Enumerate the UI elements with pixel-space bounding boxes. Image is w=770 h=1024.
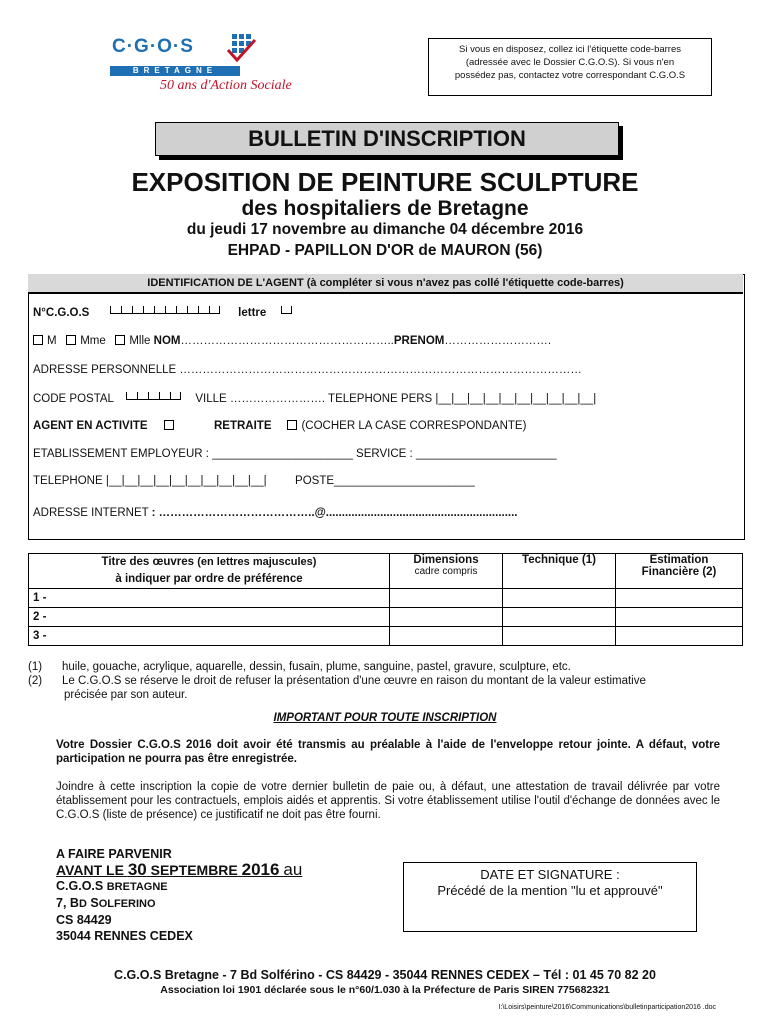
phone-row bbox=[33, 475, 475, 487]
send-deadline bbox=[56, 862, 302, 878]
address-field[interactable]: ADRESSE PERSONNELLE …………………………………………………………………………………………… bbox=[33, 364, 582, 376]
street-2: D bbox=[78, 898, 87, 910]
lettre-field[interactable] bbox=[281, 305, 292, 314]
identification-header: IDENTIFICATION DE L'AGENT (à compléter si vous n'avez pas collé l'étiquette code-barres) bbox=[28, 274, 743, 294]
work-tech-3[interactable] bbox=[503, 627, 616, 646]
employer-service-field[interactable]: ETABLISSEMENT EMPLOYEUR : ______________________ SERVICE : ______________________ bbox=[33, 448, 557, 460]
footer-contact: C.G.O.S Bretagne - 7 Bd Solférino - CS 84429 - 35044 RENNES CEDEX – Tél : 01 45 70 82 20 bbox=[114, 968, 656, 982]
lettre-label: lettre bbox=[238, 307, 267, 319]
table-row[interactable] bbox=[29, 608, 743, 627]
send-heading: A FAIRE PARVENIR bbox=[56, 847, 172, 861]
works-table bbox=[28, 553, 743, 646]
checkbox-retraite[interactable] bbox=[287, 420, 297, 430]
cgos-number-label: N°C.G.O.S bbox=[33, 307, 90, 319]
note-1-num: (1) bbox=[28, 661, 43, 673]
signature-title: DATE ET SIGNATURE : bbox=[480, 867, 620, 882]
prenom-field[interactable]: ………………………. bbox=[444, 335, 552, 347]
header-titre-line2: à indiquer par ordre de préférence bbox=[115, 573, 303, 585]
work-est-3[interactable] bbox=[616, 627, 743, 646]
status-row bbox=[33, 420, 526, 432]
internet-label: ADRESSE INTERNET bbox=[33, 507, 149, 519]
telephone-field[interactable]: TELEPHONE |__|__|__|__|__|__|__|__|__|__| bbox=[33, 475, 267, 487]
signature-mention: Précédé de la mention "lu et approuvé" bbox=[437, 883, 663, 898]
logo-check-icon bbox=[224, 32, 256, 64]
attachment-paragraph: Joindre à cette inscription la copie de votre dernier bulletin de paie ou, à défaut, une attestation de travail délivrée par votre établissement pour les contractuels, emplois aidés et apprentis. Si votre établissement utilise l'outil d'échange de données avec le C.G.O.S (liste de présence) ce justificatif ne doit pas être fourni. bbox=[56, 781, 720, 821]
header-dimensions-sub: cadre compris bbox=[414, 566, 478, 577]
deadline-year: 2016 bbox=[241, 860, 280, 879]
civ-mlle-label: Mlle bbox=[129, 335, 151, 347]
event-venue: EHPAD - PAPILLON D'OR de MAURON (56) bbox=[227, 242, 543, 259]
note-1-text: huile, gouache, acrylique, aquarelle, dessin, fusain, plume, sanguine, pastel, gravure, sculpture, etc. bbox=[62, 661, 571, 673]
org-region: BRETAGNE bbox=[106, 881, 168, 893]
header-dimensions bbox=[390, 554, 503, 589]
agent-activite-label: AGENT EN ACTIVITE bbox=[33, 420, 148, 432]
checkbox-m[interactable] bbox=[33, 335, 43, 345]
cocher-label: (COCHER LA CASE CORRESPONDANTE) bbox=[301, 420, 527, 432]
street-4: OLFERINO bbox=[98, 898, 156, 910]
checkbox-mlle[interactable] bbox=[115, 335, 125, 345]
deadline-day: 30 bbox=[127, 860, 147, 879]
internet-row bbox=[33, 507, 518, 519]
barcode-label-box[interactable] bbox=[428, 38, 712, 96]
street-3: S bbox=[90, 896, 99, 910]
header-estimation bbox=[616, 554, 743, 589]
logo-letters: C·G·O·S bbox=[112, 36, 194, 57]
deadline-au: au bbox=[283, 860, 303, 879]
street-1: 7, B bbox=[56, 896, 79, 910]
work-tech-1[interactable] bbox=[503, 589, 616, 608]
event-title: EXPOSITION DE PEINTURE SCULPTURE bbox=[131, 167, 639, 197]
dossier-paragraph: Votre Dossier C.G.O.S 2016 doit avoir été transmis au préalable à l'aide de l'enveloppe retour jointe. A défaut, votre participation ne pourra pas être enregistrée. bbox=[56, 739, 720, 765]
work-dim-1[interactable] bbox=[390, 589, 503, 608]
form-title: BULLETIN D'INSCRIPTION bbox=[155, 122, 619, 156]
send-address-block bbox=[56, 846, 302, 944]
checkbox-agent-activite[interactable] bbox=[164, 420, 174, 430]
nom-label: NOM bbox=[153, 335, 181, 347]
send-cs: CS 84429 bbox=[56, 913, 112, 927]
note-2-text-cont: précisée par son auteur. bbox=[64, 689, 188, 701]
footnotes bbox=[28, 660, 738, 702]
file-path: I:\Loisirs\peinture\2016\Communications\bulletinparticipation2016 .doc bbox=[498, 1004, 716, 1011]
header-estimation-title: Estimation bbox=[649, 554, 709, 566]
civility-row bbox=[33, 335, 551, 347]
poste-field[interactable]: POSTE______________________ bbox=[295, 475, 475, 487]
footer-legal: Association loi 1901 déclarée sous le n°60/1.030 à la Préfecture de Paris SIREN 775682321 bbox=[160, 984, 610, 996]
prenom-label: PRENOM bbox=[393, 335, 445, 347]
header-titre-small: (en lettres majuscules) bbox=[197, 556, 317, 568]
work-dim-2[interactable] bbox=[390, 608, 503, 627]
header-technique: Technique (1) bbox=[503, 554, 616, 589]
deadline-month: SEPTEMBRE bbox=[150, 862, 238, 878]
note-2-num: (2) bbox=[28, 675, 43, 687]
signature-box[interactable] bbox=[403, 862, 697, 932]
logo-band: BRETAGNE bbox=[110, 66, 240, 76]
work-title-1[interactable]: 1 - bbox=[29, 589, 390, 608]
notice-line-2: (adressée avec le Dossier C.G.O.S). Si vous n'en bbox=[465, 57, 675, 68]
work-title-3[interactable]: 3 - bbox=[29, 627, 390, 646]
notice-line-3: possédez pas, contactez votre correspondant C.G.O.S bbox=[454, 70, 686, 81]
nom-field[interactable]: ……………………………………………….. bbox=[180, 335, 394, 347]
header-titre bbox=[29, 554, 390, 589]
cgos-logo bbox=[106, 30, 316, 100]
internet-field[interactable]: : …………………………………..@............................................................ bbox=[151, 507, 518, 519]
note-2-text: Le C.G.O.S se réserve le droit de refuser la présentation d'une œuvre en raison du montant de la valeur estimative bbox=[62, 675, 646, 687]
org-name: C.G.O.S bbox=[56, 879, 104, 893]
header-dimensions-title: Dimensions bbox=[413, 554, 479, 566]
cgos-number-field[interactable] bbox=[110, 305, 220, 314]
civ-mme-label: Mme bbox=[80, 335, 106, 347]
postal-label: CODE POSTAL bbox=[33, 393, 114, 405]
table-row[interactable] bbox=[29, 627, 743, 646]
header-titre-text: Titre des œuvres bbox=[101, 556, 195, 568]
ville-phone-field[interactable]: VILLE ……………………. TELEPHONE PERS |__|__|__|__|__|__|__|__|__|__| bbox=[195, 393, 597, 405]
work-title-2[interactable]: 2 - bbox=[29, 608, 390, 627]
retraite-label: RETRAITE bbox=[213, 420, 272, 432]
postal-code-field[interactable] bbox=[126, 391, 181, 400]
civ-m-label: M bbox=[47, 335, 57, 347]
postal-row bbox=[33, 391, 596, 405]
header-estimation-sub: Financière (2) bbox=[641, 566, 717, 578]
deadline-avant: AVANT LE bbox=[56, 862, 124, 878]
work-est-1[interactable] bbox=[616, 589, 743, 608]
send-city: 35044 RENNES CEDEX bbox=[56, 929, 193, 943]
work-dim-3[interactable] bbox=[390, 627, 503, 646]
cgos-number-row bbox=[33, 305, 292, 319]
send-org bbox=[56, 878, 302, 895]
event-subtitle: des hospitaliers de Bretagne bbox=[241, 197, 529, 220]
table-row[interactable] bbox=[29, 589, 743, 608]
work-est-2[interactable] bbox=[616, 608, 743, 627]
important-heading: IMPORTANT POUR TOUTE INSCRIPTION bbox=[273, 712, 497, 724]
checkbox-mme[interactable] bbox=[66, 335, 76, 345]
logo-tagline: 50 ans d'Action Sociale bbox=[160, 78, 292, 93]
notice-line-1: Si vous en disposez, collez ici l'étiquette code-barres bbox=[458, 44, 681, 55]
work-tech-2[interactable] bbox=[503, 608, 616, 627]
send-street bbox=[56, 895, 302, 912]
works-header-row bbox=[29, 554, 743, 589]
event-dates: du jeudi 17 novembre au dimanche 04 décembre 2016 bbox=[186, 221, 584, 238]
